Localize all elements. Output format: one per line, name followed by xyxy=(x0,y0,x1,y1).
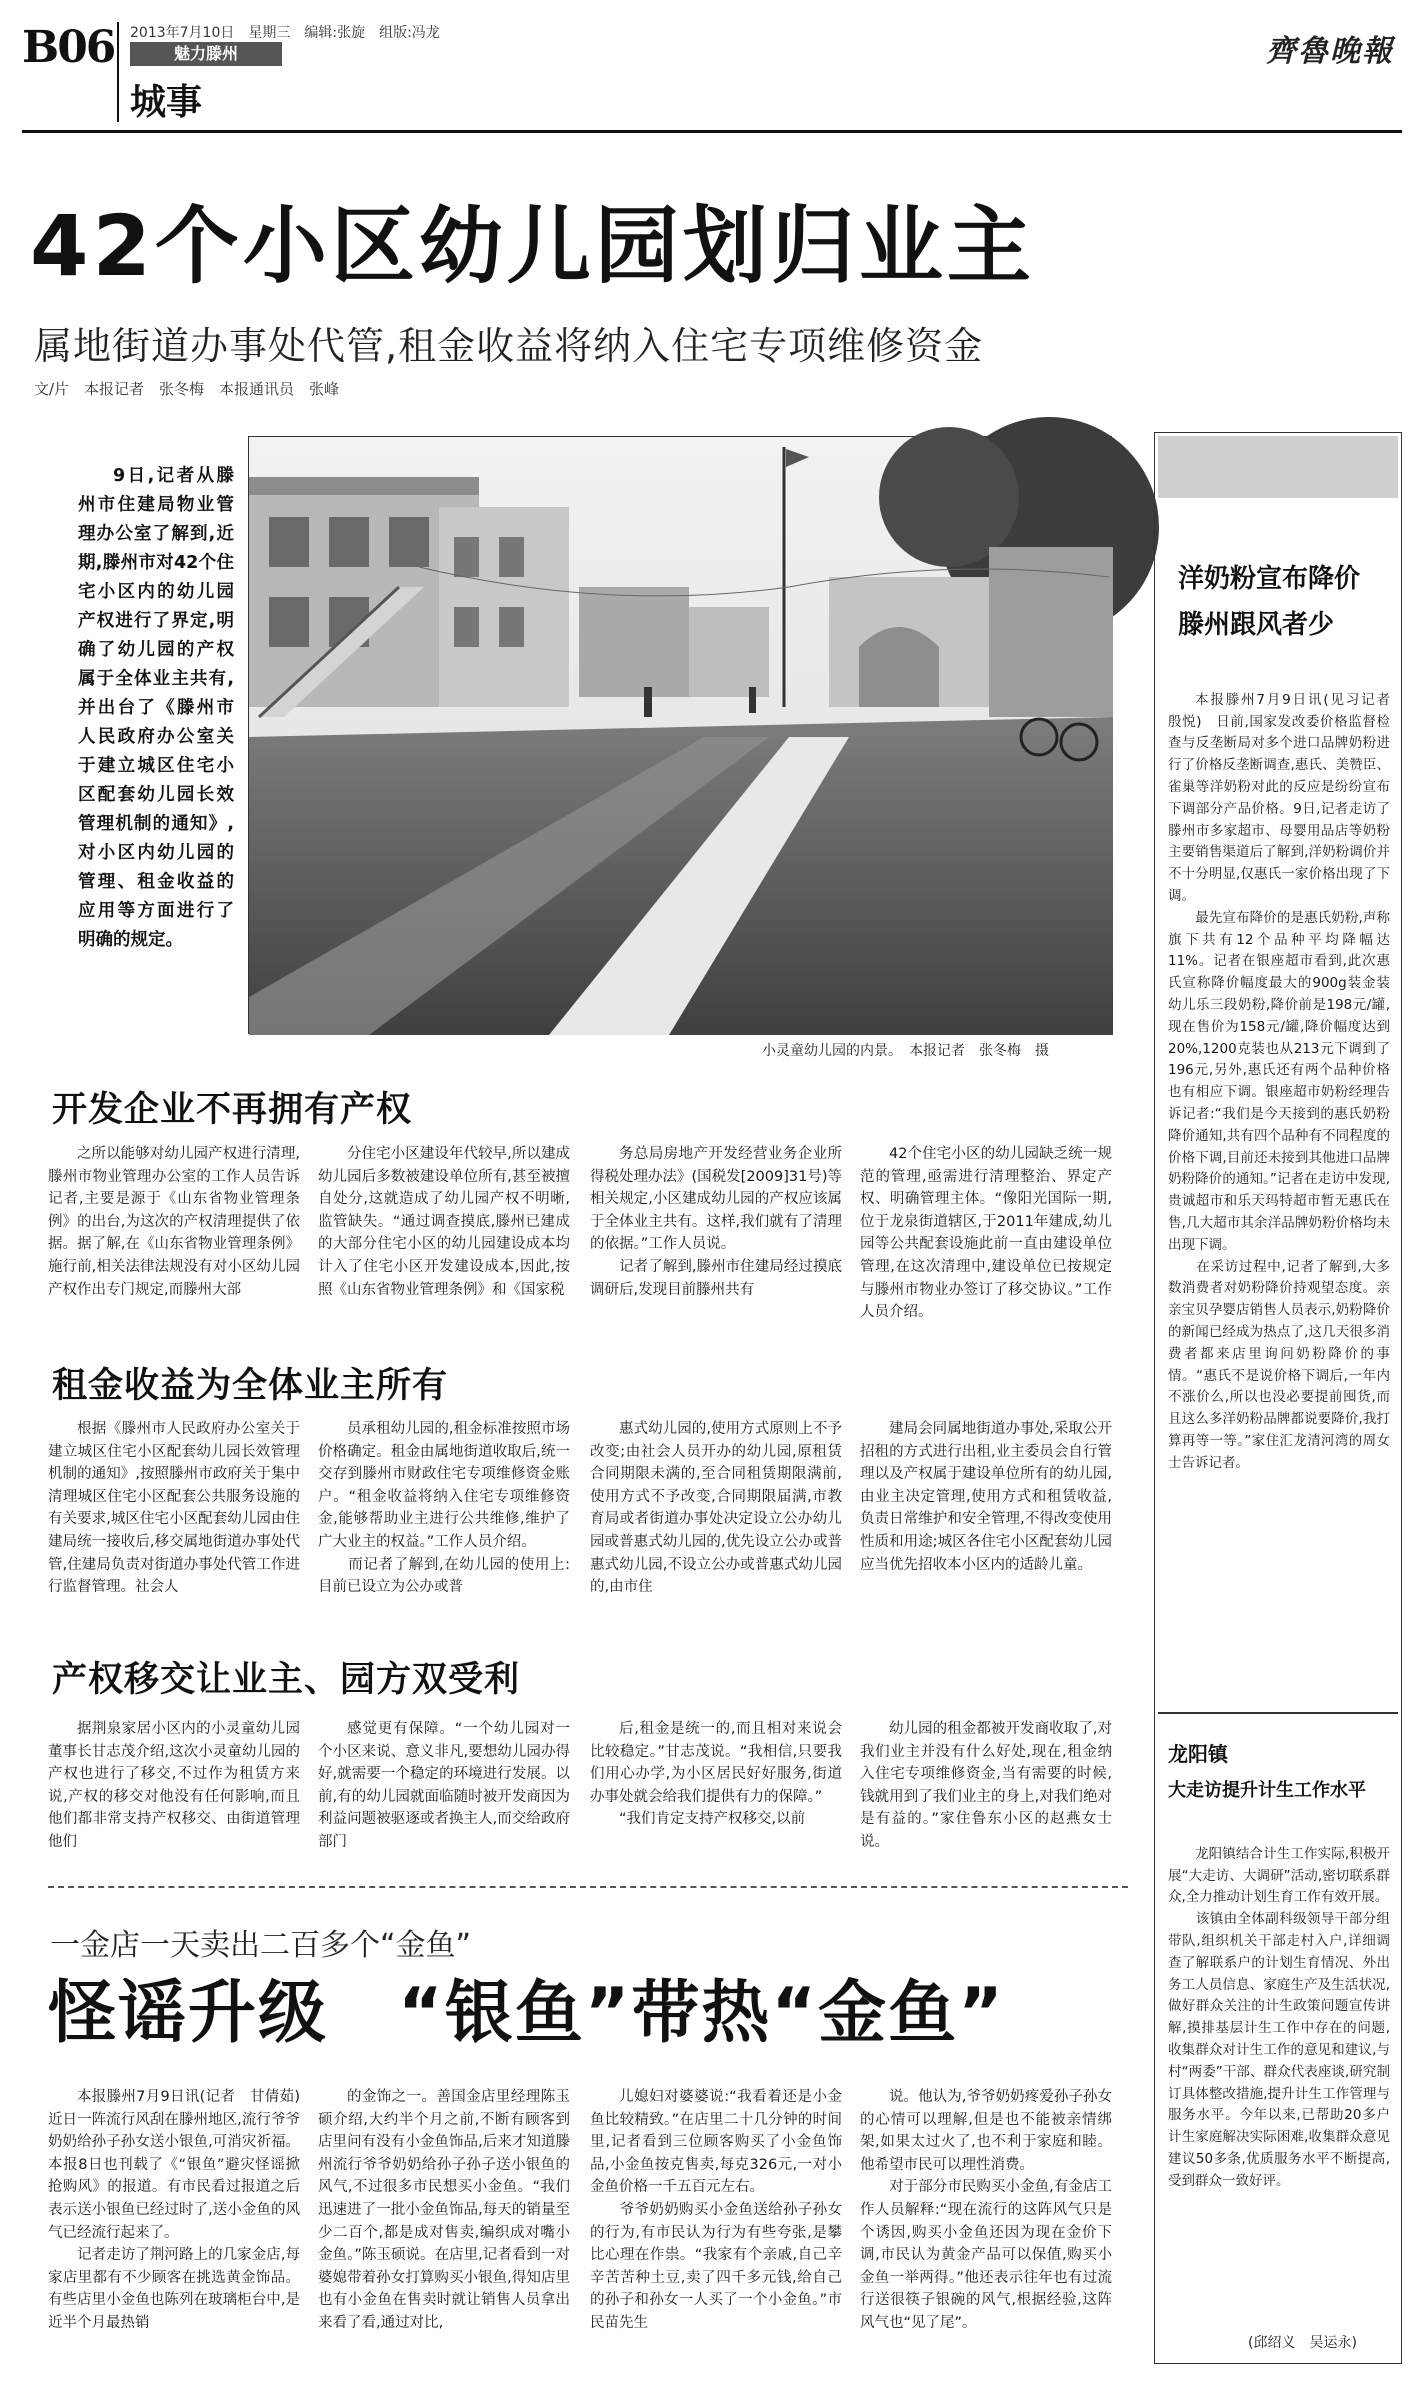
section2-col4 xyxy=(860,1418,1112,1614)
second-col1-text: 本报滕州7月9日讯(记者 甘倩茹) 近日一阵流行风刮在滕州地区,流行爷爷奶奶给孙子孙女送小银鱼,可消灾祈福。本报8日也刊载了《“银鱼”避灾怪谣掀抢购风》的报道。有市民看过报道之后表示送小银鱼已经过时了,送小金鱼的风气已经流行起来了。 记者走访了荆河路上的几家金店,每家店里都有不少顾客在挑选黄金饰品。有些店里小金鱼也陈列在玻璃柜台中,是近半个月最热销 xyxy=(48,2089,300,2331)
section3-col3 xyxy=(590,1718,842,1856)
lead-subheadline: 属地街道办事处代管,租金收益将纳入住宅专项维修资金 xyxy=(34,324,984,368)
sidebar-rule xyxy=(1158,1712,1398,1714)
sidebar-title2: 滕州跟风者少 xyxy=(1178,610,1335,640)
kindergarten-photo xyxy=(248,436,1112,1034)
brief-title: 大走访提升计生工作水平 xyxy=(1168,1780,1366,1801)
lead-byline: 文/片 本报记者 张冬梅 本报通讯员 张峰 xyxy=(34,380,340,398)
second-kicker: 一金店一天卖出二百多个“金鱼” xyxy=(50,1928,472,1963)
section1-col1-text: 之所以能够对幼儿园产权进行清理,滕州市物业管理办公室的工作人员告诉记者,主要是源于《山东省物业管理条例》的出台,为这次的产权清理提供了依据。据了解,在《山东省物业管理条例》施行前,相关法律法规没有对小区幼儿园产权作出专门规定,而滕州大部 xyxy=(48,1146,300,1298)
section-tag-label: 魅力滕州 xyxy=(174,44,239,63)
section3-col1-text: 据荆泉家居小区内的小灵童幼儿园董事长甘志茂介绍,这次小灵童幼儿园的产权也进行了移交,不过作为租赁方来说,产权的移交对他没有任何影响,而且他们都非常支持产权移交、由街道管理他们 xyxy=(48,1721,300,1850)
section2-col4-text: 建局会同属地街道办事处,采取公开招租的方式进行出租,业主委员会自行管理以及产权属于建设单位所有的幼儿园,由业主决定管理,使用方式和租赁收益,负责日常维护和安全管理,不得改变使用性质和用途;城区各住宅小区配套幼儿园应当优先招收本小区内的适龄儿童。 xyxy=(860,1421,1112,1573)
section3-col4 xyxy=(860,1718,1112,1856)
section1-col2 xyxy=(318,1143,570,1319)
sidebar-body xyxy=(1168,668,1390,1692)
section2-col1 xyxy=(48,1418,300,1614)
section2-col1-text: 根据《滕州市人民政府办公室关于建立城区住宅小区配套幼儿园长效管理机制的通知》,按照滕州市政府关于集中清理城区住宅小区配套公共服务设施的有关要求,城区住宅小区配套幼儿园由住建局统一接收后,移交属地街道办事处代管,住建局负责对街道办事处代管工作进行监督管理。社会人 xyxy=(48,1421,300,1596)
story-divider xyxy=(48,1886,1128,1888)
section3-col1 xyxy=(48,1718,300,1856)
section2-col3-text: 惠式幼儿园的,使用方式原则上不予改变;由社会人员开办的幼儿园,原租赁合同期限未满的,至合同租赁期限满前,使用方式不予改变,合同期限届满,市教育局或者街道办事处决定设立公办幼儿园或普惠式幼儿园的,优先设立公办或普惠式幼儿园,不设立公办或普惠式幼儿园的,由市住 xyxy=(590,1421,842,1596)
section-tag xyxy=(130,42,282,66)
section3-col2-text: 感觉更有保障。“一个幼儿园对一个小区来说、意义非凡,要想幼儿园办得好,就需要一个稳定的环境进行发展。以前,有的幼儿园就面临随时被开发商因为利益问题被驱逐或者换主人,而交给政府部门 xyxy=(318,1721,570,1850)
second-col3-text: 儿媳妇对婆婆说:“我看着还是小金鱼比较精致。”在店里二十几分钟的时间里,记者看到三位顾客购买了小金鱼饰品,小金鱼按克售卖,每克326元,一对小金鱼价格一千五百元左右。 爷爷奶奶购买小金鱼送给孙子孙女的行为,有市民认为行为有些夸张,是攀比心理在作祟。“我家有个亲戚,自己辛辛苦苦种土豆,卖了四千多元钱,给自己的孙子和孙女一人买了一个小金鱼。”市民苗先生 xyxy=(590,2089,842,2331)
date-line: 2013年7月10日 星期三 编辑:张旋 组版:冯龙 xyxy=(130,25,440,41)
section1-col3-text: 务总局房地产开发经营业务企业所得税处理办法》(国税发[2009]31号)等相关规定,小区建成幼儿园的产权应该属于全体业主共有。这样,我们就有了清理的依据。”工作人员说。 记者了解到,滕州市住建局经过摸底调研后,发现目前滕州共有 xyxy=(590,1146,842,1298)
section2-col2 xyxy=(318,1418,570,1614)
brief-byline: (邱绍义 吴运永) xyxy=(1248,2335,1357,2351)
second-col4 xyxy=(860,2086,1112,2358)
section3-col4-text: 幼儿园的租金都被开发商收取了,对我们业主并没有什么好处,现在,租金纳入住宅专项维修资金,当有需要的时候,钱就用到了我们业主的身上,对我们绝对是有益的。”家住鲁东小区的赵燕女士说。 xyxy=(860,1721,1112,1850)
section1-col1 xyxy=(48,1143,300,1319)
section3-col3-text: 后,租金是统一的,而且相对来说会比较稳定。”甘志茂说。“我相信,只要我们用心办学,为小区居民好好服务,街道办事处就会给我们提供有力的保障。” “我们肯定支持产权移交,以前 xyxy=(590,1721,842,1828)
section1-col2-text: 分住宅小区建设年代较早,所以建成幼儿园后多数被建设单位所有,甚至被擅自处分,这就造成了幼儿园产权不明晰,监管缺失。“通过调查摸底,滕州已建成的大部分住宅小区的幼儿园建设成本均计入了住宅小区开发建设成本,因此,按照《山东省物业管理条例》和《国家税 xyxy=(318,1146,570,1298)
section3-col2 xyxy=(318,1718,570,1856)
paper-logo: 齊魯晚報 xyxy=(1266,34,1394,69)
second-headline: 怪谣升级 “银鱼”带热“金鱼” xyxy=(48,1974,1005,2053)
second-col2 xyxy=(318,2086,570,2358)
sidebar-header-band xyxy=(1158,436,1398,498)
section-name: 城事 xyxy=(130,82,203,123)
section2-col3 xyxy=(590,1418,842,1614)
header-rule xyxy=(22,130,1402,133)
header-divider xyxy=(117,22,119,122)
section1-col4 xyxy=(860,1143,1112,1319)
lead-intro-text: 9日,记者从滕州市住建局物业管理办公室了解到,近期,滕州市对42个住宅小区内的幼儿园产权进行了界定,明确了幼儿园的产权属于全体业主共有,并出台了《滕州市人民政府办公室关于建立城区住宅小区配套幼儿园长效管理机制的通知》,对小区内幼儿园的管理、租金收益的应用等方面进行了明确的规定。 xyxy=(78,466,234,950)
brief-body-text: 龙阳镇结合计生工作实际,积极开展“大走访、大调研”活动,密切联系群众,全力推动计划生育工作有效开展。 该镇由全体副科级领导干部分组带队,组织机关干部走村入户,详细调查了解联系户的计划生育情况、外出务工人员信息、家庭生产及生活状况,做好群众关注的计生政策问题宣传讲解,摸排基层计生工作中存在的问题,收集群众对计生工作的意见和建议,与村“两委”干部、群众代表座谈,研究制订具体整改措施,提升计生工作管理与服务水平。今年以来,已帮助20多户计生家庭解决实际困难,收集群众意见建议50多条,优质服务水平不断提高,受到群众一致好评。 xyxy=(1168,1845,1390,2189)
section1-title: 开发企业不再拥有产权 xyxy=(52,1090,413,1130)
lead-headline: 42个小区幼儿园划归业主 xyxy=(30,197,1035,295)
second-col3 xyxy=(590,2086,842,2358)
brief-place: 龙阳镇 xyxy=(1168,1742,1228,1766)
second-col2-text: 的金饰之一。善国金店里经理陈玉硕介绍,大约半个月之前,不断有顾客到店里问有没有小金鱼饰品,后来才知道滕州流行爷爷奶奶给孙子孙子送小银鱼的风气,不过很多市民想买小金鱼。“我们迅速进了一批小金鱼饰品,每天的销量至少二百个,都是成对售卖,编织成对嘴小金鱼。”陈玉硕说。在店里,记者看到一对婆媳带着孙女打算购买小银鱼,得知店里也有小金鱼在售卖时就让销售人员拿出来看了看,通过对比, xyxy=(318,2089,570,2331)
second-col4-text: 说。他认为,爷爷奶奶疼爱孙子孙女的心情可以理解,但是也不能被亲情绑架,如果太过火了,也不利于家庭和睦。他希望市民可以理性消费。 对于部分市民购买小金鱼,有金店工作人员解释:“现在流行的这阵风气只是个诱因,购买小金鱼还因为现在金价下调,市民认为黄金产品可以保值,购买小金鱼一举两得。”他还表示往年也有过流行送很筷子银碗的风气,根据经验,这阵风气也“见了尾”。 xyxy=(860,2089,1112,2331)
sidebar-title1: 洋奶粉宣布降价 xyxy=(1178,564,1361,594)
section1-col3 xyxy=(590,1143,842,1319)
lead-intro xyxy=(78,462,234,1022)
photo-caption: 小灵童幼儿园的内景。 本报记者 张冬梅 摄 xyxy=(762,1043,1049,1059)
page-number: B06 xyxy=(22,22,115,73)
second-col1 xyxy=(48,2086,300,2358)
sidebar-body-text: 本报滕州7月9日讯(见习记者 殷悦) 日前,国家发改委价格监督检查与反垄断局对多个进口品牌奶粉进行了价格反垄断调查,惠氏、美赞臣、雀巢等洋奶粉对此的反应是纷纷宣布下调部分产品价格。9日,记者走访了滕州市多家超市、母婴用品店等奶粉主要销售渠道后了解到,洋奶粉调价并不十分明显,仅惠氏一家价格出现了下调。 最先宣布降价的是惠氏奶粉,声称旗下共有12个品种平均降幅达11%。记者在银座超市看到,此次惠氏宣称降价幅度最大的900g装金装幼儿乐三段奶粉,降价前是198元/罐,现在售价为158元/罐,降价幅度达到20%,1200克装也从213元下调到了196元,另外,惠氏还有两个品种价格也有相应下调。银座超市奶粉经理告诉记者:“我们是今天接到的惠氏奶粉降价通知,共有四个品种有不同程度的价格下调,目前还未接到其他进口品牌奶粉降价的通知。”记者在走访中发现,贵诚超市和乐天玛特超市暂无惠氏在售,几大超市其余洋品牌奶粉价格均未出现下调。 在采访过程中,记者了解到,大多数消费者对奶粉降价持观望态度。亲亲宝贝孕婴店销售人员表示,奶粉降价的新闻已经成为热点了,这几天很多消费者都来店里询问奶粉降价的事情。“惠氏不是说价格下调后,一年内不涨价么,所以也没必要提前囤货,而且这么多洋奶粉品牌都说要降价,我打算再等一等。”家住汇龙清河湾的周女士告诉记者。 xyxy=(1168,691,1390,1471)
brief-body xyxy=(1168,1822,1390,2328)
section2-title: 租金收益为全体业主所有 xyxy=(52,1366,449,1406)
section1-col4-text: 42个住宅小区的幼儿园缺乏统一规范的管理,亟需进行清理整治、界定产权、明确管理主体。“像阳光国际一期,位于龙泉街道辖区,于2011年建成,幼儿园等公共配套设施此前一直由建设单位管理,在这次清理中,建设单位已按规定与滕州市物业办签订了移交协议。”工作人员介绍。 xyxy=(860,1146,1112,1321)
section3-title: 产权移交让业主、园方双受利 xyxy=(52,1660,521,1700)
section2-col2-text: 员承租幼儿园的,租金标准按照市场价格确定。租金由属地街道收取后,统一交存到滕州市财政住宅专项维修资金账户。“租金收益将纳入住宅专项维修资金,能够帮助业主进行公共维修,维护了广大业主的权益。”工作人员介绍。 而记者了解到,在幼儿园的使用上:目前已设立为公办或普 xyxy=(318,1421,570,1596)
